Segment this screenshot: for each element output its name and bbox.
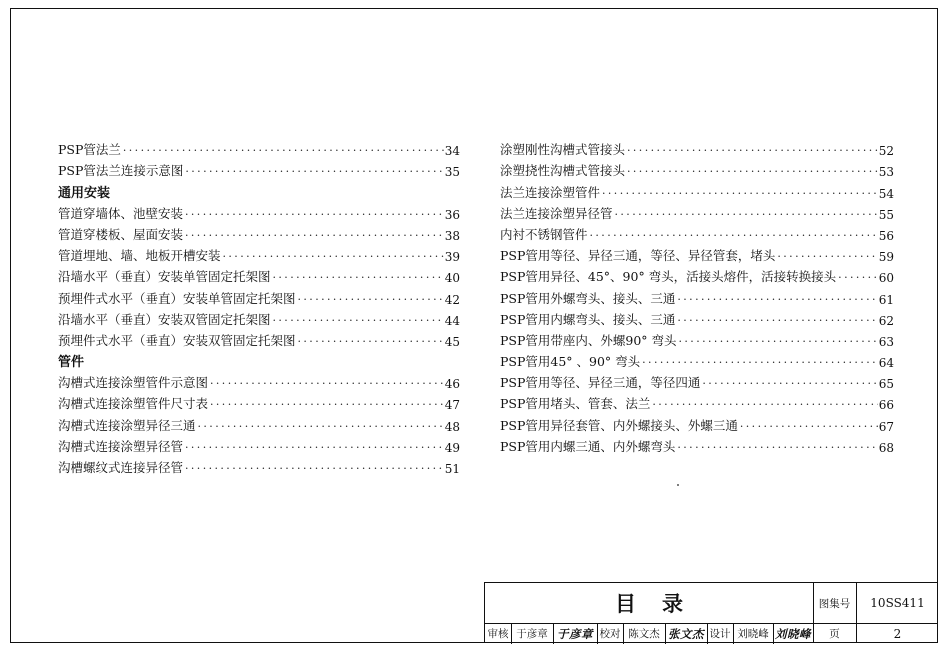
toc-entry[interactable] bbox=[58, 158, 460, 179]
toc-entry-page: 68 bbox=[878, 440, 894, 455]
dot-leader bbox=[650, 398, 878, 412]
toc-entry-page: 60 bbox=[878, 271, 894, 286]
toc-entry[interactable] bbox=[500, 137, 894, 158]
toc-entry-title: 管道穿楼板、屋面安装 bbox=[58, 226, 184, 242]
toc-entry-page: 59 bbox=[878, 250, 894, 265]
title-block bbox=[484, 582, 938, 643]
toc-entry-page: 35 bbox=[444, 165, 460, 180]
toc-entry-page: 44 bbox=[444, 313, 460, 328]
designer-name: 刘晓峰 bbox=[737, 628, 769, 640]
dot-leader bbox=[296, 335, 444, 349]
dot-leader bbox=[677, 335, 878, 349]
toc-entry-page: 45 bbox=[444, 334, 460, 349]
toc-entry[interactable] bbox=[58, 455, 460, 476]
dot-leader bbox=[588, 229, 878, 243]
toc-entry-title: 预埋件式水平（垂直）安装双管固定托架图 bbox=[58, 332, 296, 348]
toc-entry-page: 34 bbox=[444, 144, 460, 159]
toc-entry-page: 38 bbox=[444, 228, 460, 243]
toc-entry-page: 46 bbox=[444, 377, 460, 392]
dot-leader bbox=[600, 187, 878, 201]
toc-entry[interactable] bbox=[500, 370, 894, 391]
atlas-number: 10SS411 bbox=[870, 596, 925, 610]
toc-entry-page: 40 bbox=[444, 271, 460, 286]
toc-entry-page: 47 bbox=[444, 398, 460, 413]
toc-entry-title: PSP管用异径、45°、90° 弯头，活接头熔件，活接转换接头 bbox=[500, 269, 837, 285]
dot-leader bbox=[208, 398, 444, 412]
dot-leader bbox=[296, 293, 444, 307]
toc-entry-title: PSP管用堵头、管套、法兰 bbox=[500, 396, 651, 412]
toc-entry-title: 沟槽式连接涂塑异径三通 bbox=[58, 417, 196, 433]
toc-entry[interactable] bbox=[58, 222, 460, 243]
toc-entry-title: PSP管法兰连接示意图 bbox=[58, 163, 184, 179]
toc-entry-page: 53 bbox=[878, 165, 894, 180]
toc-entry-title: 法兰连接涂塑异径管 bbox=[500, 205, 613, 221]
toc-entry[interactable] bbox=[500, 328, 894, 349]
toc-entry-page: 51 bbox=[444, 462, 460, 476]
toc-entry[interactable] bbox=[500, 201, 894, 222]
toc-entry-title: PSP管用内螺弯头、接头、三通 bbox=[500, 311, 676, 327]
toc-entry-title: 沟槽螺纹式连接异径管 bbox=[58, 460, 184, 475]
atlas-label: 图集号 bbox=[818, 597, 851, 610]
dot-leader bbox=[221, 250, 444, 264]
dot-leader bbox=[640, 356, 878, 370]
toc-entry-page: 65 bbox=[878, 377, 894, 392]
dot-leader bbox=[613, 208, 878, 222]
toc-entry[interactable] bbox=[500, 179, 894, 200]
dot-leader bbox=[700, 377, 878, 391]
design-label: 设计 bbox=[709, 628, 731, 640]
toc-entry[interactable] bbox=[500, 434, 894, 455]
toc-entry-title: PSP管用带座内、外螺90° 弯头 bbox=[500, 332, 677, 348]
toc-entry-title: 沟槽式连接涂塑管件示意图 bbox=[58, 375, 209, 391]
dot-leader bbox=[183, 165, 444, 179]
toc-entry[interactable] bbox=[58, 328, 460, 349]
dot-leader bbox=[183, 229, 444, 243]
check-label: 校对 bbox=[599, 628, 621, 640]
toc-entry[interactable] bbox=[500, 222, 894, 243]
toc-entry[interactable] bbox=[500, 264, 894, 285]
toc-entry[interactable] bbox=[500, 158, 894, 179]
toc-entry[interactable] bbox=[58, 243, 460, 264]
toc-entry[interactable] bbox=[58, 391, 460, 412]
toc-entry[interactable] bbox=[500, 243, 894, 264]
toc-entry-title: 管道穿墙体、池壁安装 bbox=[58, 205, 184, 221]
toc-entry-page: 39 bbox=[444, 250, 460, 265]
dot-leader bbox=[121, 144, 444, 158]
toc-entry-title: 沟槽式连接涂塑管件尺寸表 bbox=[58, 396, 209, 412]
toc-entry-title: 管道埋地、墙、地板开槽安装 bbox=[58, 248, 221, 264]
toc-entry[interactable] bbox=[500, 349, 894, 370]
checker-signature: 张文杰 bbox=[668, 626, 704, 641]
designer-signature: 刘晓峰 bbox=[775, 626, 811, 641]
toc-entry-page: 54 bbox=[878, 186, 894, 201]
toc-entry-title: 沿墙水平（垂直）安装双管固定托架图 bbox=[58, 311, 271, 327]
toc-entry[interactable] bbox=[500, 391, 894, 412]
toc-entry-page: 42 bbox=[444, 292, 460, 307]
toc-entry-page: 49 bbox=[444, 440, 460, 455]
toc-entry-page: 56 bbox=[878, 228, 894, 243]
reviewer-signature: 于彦章 bbox=[557, 626, 593, 641]
dot-leader bbox=[196, 420, 444, 434]
toc-entry-title: 沿墙水平（垂直）安装单管固定托架图 bbox=[58, 269, 271, 285]
toc-section-heading: 管件 bbox=[58, 355, 85, 371]
sheet-title: 目录 bbox=[615, 592, 709, 616]
toc-right-column bbox=[500, 137, 894, 455]
toc-entry[interactable] bbox=[58, 264, 460, 285]
toc-left-column bbox=[58, 137, 460, 476]
dot-leader bbox=[271, 314, 444, 328]
toc-entry-page: 66 bbox=[878, 398, 894, 413]
page-label: 页 bbox=[829, 628, 840, 640]
toc-entry-page: 48 bbox=[444, 419, 460, 434]
toc-entry-title: 涂塑挠性沟槽式管接头 bbox=[500, 163, 626, 179]
toc-entry[interactable] bbox=[58, 285, 460, 306]
dot-leader bbox=[625, 144, 878, 158]
stray-mark bbox=[677, 484, 679, 486]
toc-entry-title: 法兰连接涂塑管件 bbox=[500, 184, 601, 200]
toc-entry-title: 涂塑刚性沟槽式管接头 bbox=[500, 142, 626, 158]
toc-entry[interactable] bbox=[500, 285, 894, 306]
toc-entry[interactable] bbox=[58, 370, 460, 391]
review-label: 审核 bbox=[487, 628, 509, 640]
reviewer-name: 于彦章 bbox=[516, 628, 548, 640]
toc-entry-title: 沟槽式连接涂塑异径管 bbox=[58, 438, 184, 454]
dot-leader bbox=[775, 250, 878, 264]
dot-leader bbox=[183, 208, 444, 222]
toc-section-heading: 通用安装 bbox=[58, 185, 111, 201]
toc-entry-page: 61 bbox=[878, 292, 894, 307]
toc-entry-page: 62 bbox=[878, 313, 894, 328]
dot-leader bbox=[183, 462, 444, 476]
toc-entry-page: 55 bbox=[878, 207, 894, 222]
page-number: 2 bbox=[893, 626, 902, 641]
toc-entry-page: 36 bbox=[444, 207, 460, 222]
dot-leader bbox=[183, 441, 444, 455]
toc-entry[interactable] bbox=[500, 412, 894, 433]
toc-entry-page: 64 bbox=[878, 356, 894, 371]
dot-leader bbox=[625, 165, 878, 179]
dot-leader bbox=[675, 293, 878, 307]
checker-name: 陈文杰 bbox=[628, 628, 660, 640]
dot-leader bbox=[836, 271, 878, 285]
dot-leader bbox=[271, 271, 444, 285]
toc-entry[interactable] bbox=[58, 201, 460, 222]
toc-entry[interactable] bbox=[58, 137, 460, 158]
toc-entry-page: 67 bbox=[878, 419, 894, 434]
toc-entry-title: PSP管法兰 bbox=[58, 142, 121, 158]
toc-entry-title: 预埋件式水平（垂直）安装单管固定托架图 bbox=[58, 290, 296, 306]
toc-entry-page: 63 bbox=[878, 334, 894, 349]
dot-leader bbox=[675, 314, 878, 328]
toc-entry-page: 52 bbox=[878, 144, 894, 159]
toc-entry[interactable] bbox=[58, 434, 460, 455]
toc-entry[interactable] bbox=[58, 307, 460, 328]
toc-entry-title: 内衬不锈钢管件 bbox=[500, 226, 588, 242]
toc-entry[interactable] bbox=[58, 412, 460, 433]
dot-leader bbox=[675, 441, 878, 455]
dot-leader bbox=[208, 377, 444, 391]
toc-entry-title: PSP管用异径套管、内外螺接头、外螺三通 bbox=[500, 417, 738, 433]
toc-entry-title: PSP管用等径、异径三通，等径、异径管套，堵头 bbox=[500, 248, 776, 264]
toc-entry-title: PSP管用外螺弯头、接头、三通 bbox=[500, 290, 676, 306]
toc-entry-title: PSP管用内螺三通、内外螺弯头 bbox=[500, 438, 676, 454]
toc-entry[interactable] bbox=[500, 307, 894, 328]
toc-entry-title: PSP管用45° 、90° 弯头 bbox=[500, 354, 641, 370]
dot-leader bbox=[738, 420, 878, 434]
toc-entry-title: PSP管用等径、异径三通，等径四通 bbox=[500, 375, 701, 391]
